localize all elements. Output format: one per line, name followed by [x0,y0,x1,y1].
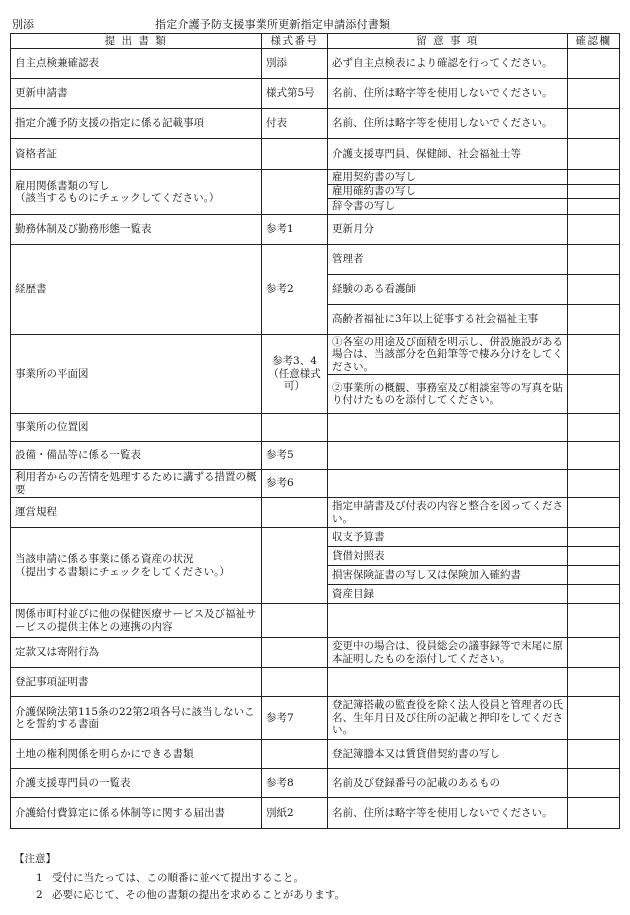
form-number-cell: 参考2 [262,245,328,335]
table-row [11,335,620,375]
notes-cell: 登記簿搭載の監査役を除く法人役員と管理者の氏名、生年月日及び住所の記載と押印をしてください。 [328,697,568,740]
column-header-notes: 留 意 事 項 [328,34,568,49]
notes-item-text: 受付に当たっては、この順番に並べて提出すること。 [52,872,304,884]
notes-cell: ①各室の用途及び面積を明示し、併設施設がある場合は、当該部分を色鉛筆等で棲み分けをしてください。 [328,335,568,375]
check-cell[interactable] [568,442,620,470]
form-number-cell: 参考8 [262,769,328,798]
form-number-cell [262,668,328,697]
table-row [11,798,620,829]
table-row [11,49,620,79]
check-cell[interactable] [568,49,620,79]
check-cell[interactable] [568,414,620,442]
form-number-cell [262,604,328,638]
notes-cell: 更新月分 [328,215,568,245]
notes-cell: 資産目録 [328,585,568,604]
document-name-cell: 介護給付費算定に係る体制等に関する届出書 [11,798,262,829]
form-number-cell: 様式第5号 [262,79,328,109]
document-name-cell: 自主点検兼確認表 [11,49,262,79]
form-number-cell: 参考1 [262,215,328,245]
form-number-cell [262,139,328,170]
form-number-cell: 参考5 [262,442,328,470]
document-name-cell: 更新申請書 [11,79,262,109]
document-name-cell: 定款又は寄附行為 [11,638,262,668]
form-number-cell [262,638,328,668]
document-name-cell: 雇用関係書類の写し （該当するものにチェックしてください。） [11,170,262,215]
check-cell[interactable] [568,170,620,185]
check-cell[interactable] [568,335,620,375]
notes-cell: 必ず自主点検表により確認を行ってください。 [328,49,568,79]
notes-cell: 雇用契約書の写し [328,170,568,185]
notes-cell: 辞令書の写し [328,199,568,215]
notes-item [14,871,345,886]
notes-cell: 名前、住所は略字等を使用しないでください。 [328,798,568,829]
notes-heading: 【注意】 [14,853,56,865]
table-row [11,170,620,185]
form-number-cell: 参考7 [262,697,328,740]
table-row [11,769,620,798]
check-cell[interactable] [568,697,620,740]
document-name-cell: 関係市町村並びに他の保健医療サービス及び福祉サービスの提供主体との連携の内容 [11,604,262,638]
notes-cell: 管理者 [328,245,568,275]
form-number-cell: 参考3、4 （任意様式可） [262,335,328,414]
check-cell[interactable] [568,245,620,275]
attachment-label: 別添 [12,18,34,31]
check-cell[interactable] [568,109,620,139]
table-body [11,49,620,829]
form-number-cell: 別添 [262,49,328,79]
notes-item-number: 1 [36,872,43,884]
document-name-cell: 運営規程 [11,498,262,528]
check-cell[interactable] [568,547,620,566]
notes-cell [328,442,568,470]
document-name-cell: 登記事項証明書 [11,668,262,697]
check-cell[interactable] [568,604,620,638]
notes-cell: 雇用確約書の写し [328,185,568,199]
check-cell[interactable] [568,79,620,109]
table-row [11,79,620,109]
check-cell[interactable] [568,798,620,829]
notes-cell: 登記簿謄本又は賃貸借契約書の写し [328,740,568,769]
check-cell[interactable] [568,638,620,668]
submission-documents-table [10,33,620,829]
footer-notes [14,852,345,905]
notes-cell: 介護支援専門員、保健師、社会福祉士等 [328,139,568,170]
notes-cell: 収支予算書 [328,528,568,547]
table-row [11,245,620,275]
table-row [11,668,620,697]
check-cell[interactable] [568,769,620,798]
document-name-cell: 経歴書 [11,245,262,335]
check-cell[interactable] [568,740,620,769]
notes-cell: 名前、住所は略字等を使用しないでください。 [328,79,568,109]
notes-cell [328,604,568,638]
notes-cell: 名前、住所は略字等を使用しないでください。 [328,109,568,139]
table-row [11,638,620,668]
table-row [11,740,620,769]
notes-cell [328,470,568,498]
table-row [11,109,620,139]
form-number-cell [262,528,328,604]
document-name-cell: 介護保険法第115条の22第2項各号に該当しないことを誓約する書面 [11,697,262,740]
form-number-cell [262,740,328,769]
form-number-cell: 別紙2 [262,798,328,829]
table-header-row [11,34,620,49]
notes-item-number: 2 [36,889,43,901]
table-row [11,604,620,638]
check-cell[interactable] [568,139,620,170]
notes-cell: 指定申請書及び付表の内容と整合を図ってください。 [328,498,568,528]
check-cell[interactable] [568,528,620,547]
check-cell[interactable] [568,275,620,305]
document-name-cell: 勤務体制及び勤務形態一覧表 [11,215,262,245]
document-name-cell: 当該申請に係る事業に係る資産の状況 （提出する書類にチェックをしてください。） [11,528,262,604]
form-number-cell: 参考6 [262,470,328,498]
check-cell[interactable] [568,305,620,335]
form-number-cell [262,170,328,215]
notes-cell: 経験のある看護師 [328,275,568,305]
document-name-cell: 設備・備品等に係る一覧表 [11,442,262,470]
document-name-cell: 利用者からの苦情を処理するために講ずる措置の概要 [11,470,262,498]
check-cell[interactable] [568,498,620,528]
notes-item-text: 必要に応じて、その他の書類の提出を求めることがあります。 [52,889,345,901]
check-cell[interactable] [568,375,620,414]
form-number-cell [262,414,328,442]
column-header-documents: 提 出 書 類 [11,34,262,49]
notes-cell [328,668,568,697]
document-name-cell: 土地の権利関係を明らかにできる書類 [11,740,262,769]
notes-cell: 高齢者福祉に3年以上従事する社会福祉主事 [328,305,568,335]
table-row [11,498,620,528]
document-name-cell: 介護支援専門員の一覧表 [11,769,262,798]
notes-cell: 変更中の場合は、役員総会の議事録等で末尾に原本証明したものを添付してください。 [328,638,568,668]
table-row [11,697,620,740]
check-cell[interactable] [568,668,620,697]
table-row [11,414,620,442]
document-name-cell: 資格者証 [11,139,262,170]
check-cell[interactable] [568,199,620,215]
table-row [11,215,620,245]
table-row [11,470,620,498]
notes-cell [328,414,568,442]
check-cell[interactable] [568,470,620,498]
form-number-cell [262,498,328,528]
notes-cell: 名前及び登録番号の記載のあるもの [328,769,568,798]
check-cell[interactable] [568,185,620,199]
document-name-cell: 事業所の平面図 [11,335,262,414]
check-cell[interactable] [568,566,620,585]
table-row [11,528,620,547]
document-name-cell: 指定介護予防支援の指定に係る記載事項 [11,109,262,139]
column-header-form-number: 様式番号 [262,34,328,49]
document-title: 指定介護予防支援事業所更新指定申請添付書類 [155,18,391,31]
check-cell[interactable] [568,585,620,604]
table-row [11,139,620,170]
column-header-check: 確認欄 [568,34,620,49]
notes-cell: 損害保険証書の写し又は保険加入確約書 [328,566,568,585]
document-name-cell: 事業所の位置図 [11,414,262,442]
check-cell[interactable] [568,215,620,245]
notes-item [14,888,345,903]
table-row [11,442,620,470]
notes-cell: 貸借対照表 [328,547,568,566]
notes-cell: ②事業所の概観、事務室及び相談室等の写真を貼り付けたものを添付してください。 [328,375,568,414]
form-number-cell: 付表 [262,109,328,139]
